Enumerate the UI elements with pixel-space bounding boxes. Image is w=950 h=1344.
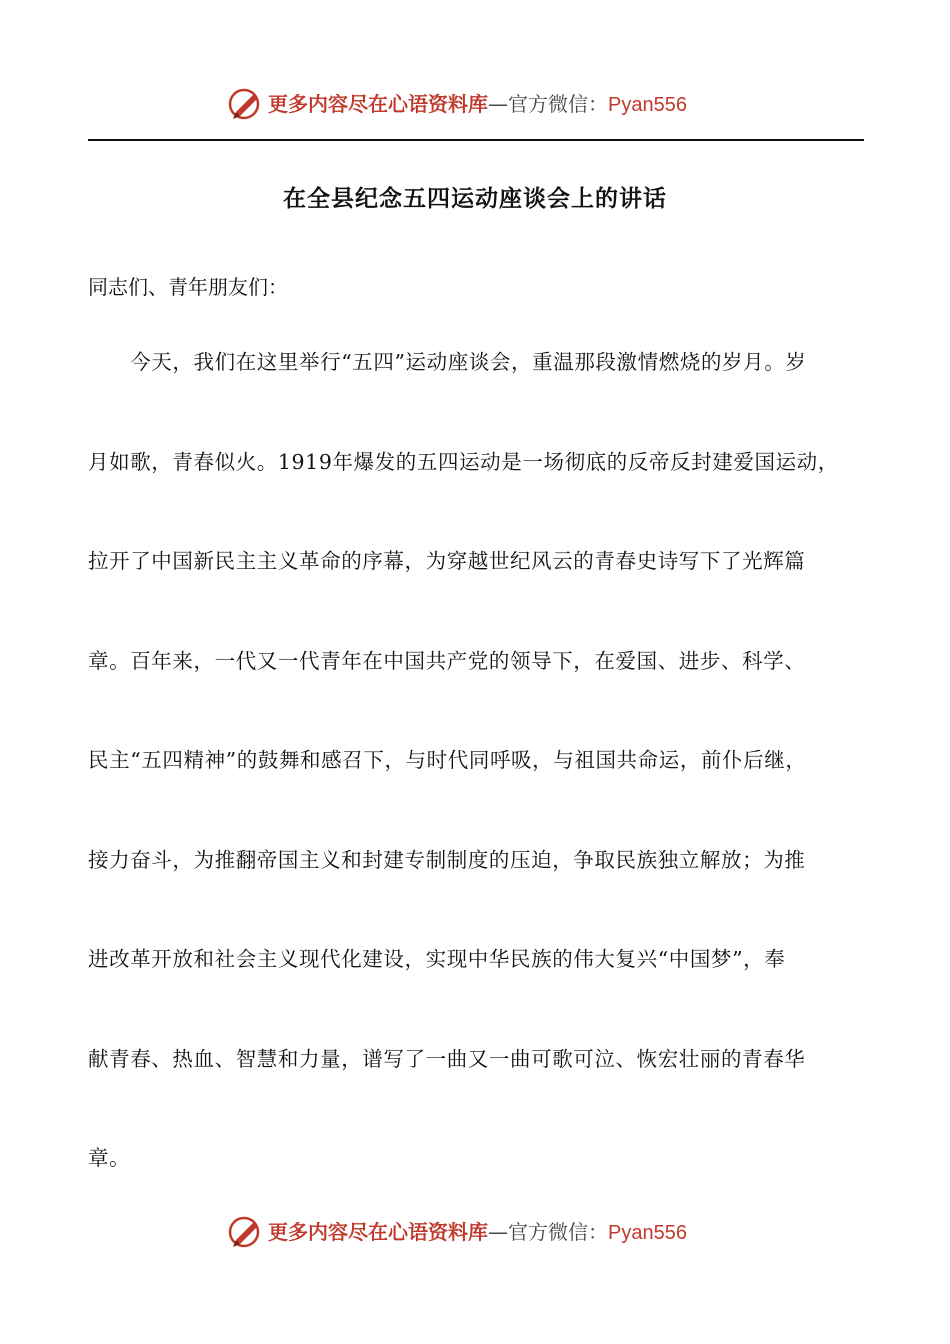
paragraph-line: 献青春、热血、智慧和力量，谱写了一曲又一曲可歌可泣、恢宏壮丽的青春华 <box>88 1046 806 1071</box>
footer-wechat-id: Pyan556 <box>608 1222 687 1244</box>
header-brand: 更多内容尽在心语资料库 <box>268 92 488 116</box>
footer-banner <box>0 1212 950 1252</box>
salutation: 同志们、青年朋友们： <box>88 275 288 299</box>
document-title: 在全县纪念五四运动座谈会上的讲话 <box>283 186 667 212</box>
paragraph-line: 接力奋斗，为推翻帝国主义和封建专制制度的压迫，争取民族独立解放；为推 <box>88 847 806 872</box>
paragraph-line: 民主“五四精神”的鼓舞和感召下，与时代同呼吸，与祖国共命运，前仆后继， <box>88 748 807 772</box>
pen-logo-icon <box>228 86 264 122</box>
header-wechat-id: Pyan556 <box>608 94 687 116</box>
paragraph-line: 章。百年来，一代又一代青年在中国共产党的领导下，在爱国、进步、科学、 <box>88 648 806 673</box>
paragraph-line: 月如歌，青春似火。1919年爆发的五四运动是一场彻底的反帝反封建爱国运动， <box>88 449 839 474</box>
paragraph-line: 拉开了中国新民主主义革命的序幕，为穿越世纪风云的青春史诗写下了光辉篇 <box>88 549 806 573</box>
footer-separator: — <box>488 1220 508 1244</box>
paragraph-line: 今天，我们在这里举行“五四”运动座谈会，重温那段激情燃烧的岁月。岁 <box>88 350 807 374</box>
header-banner <box>0 84 950 124</box>
header-official-wechat: 官方微信： <box>508 92 608 116</box>
body-paragraph <box>88 347 864 1243</box>
header-separator: — <box>488 92 508 116</box>
paragraph-line: 章。 <box>88 1146 131 1170</box>
header-divider <box>88 139 864 141</box>
header-text <box>268 92 687 117</box>
footer-official-wechat: 官方微信： <box>508 1220 608 1244</box>
footer-text <box>268 1220 687 1245</box>
footer-brand: 更多内容尽在心语资料库 <box>268 1220 488 1244</box>
pen-logo-icon <box>228 1214 264 1250</box>
paragraph-line: 进改革开放和社会主义现代化建设，实现中华民族的伟大复兴“中国梦”，奉 <box>88 947 786 971</box>
